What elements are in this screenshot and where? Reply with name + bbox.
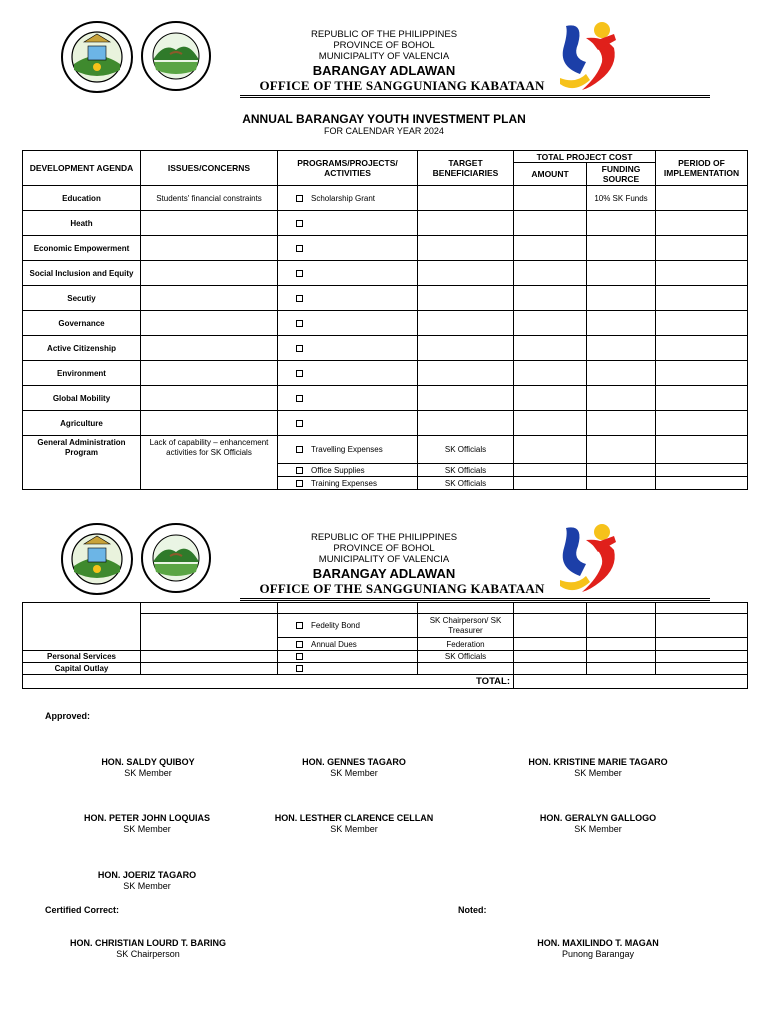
checkbox-icon [296,245,303,252]
agenda-personal-services: Personal Services [23,651,141,663]
total-row [23,675,748,689]
youth-investment-table-continued [22,602,748,689]
table-row [23,311,748,336]
total-value [514,675,748,689]
header-province: PROVINCE OF BOHOL [333,40,435,51]
program-training: Training Expenses [311,478,377,488]
program-fidelity: Fedelity Bond [311,621,360,630]
signatory-name: HON. KRISTINE MARIE TAGARO [528,757,668,767]
agenda-gap-l2: Program [65,448,98,457]
issue-gap-l2: activities for SK Officials [166,448,252,457]
table-row [23,286,748,311]
col-agenda-header: DEVELOPMENT AGENDA [23,151,141,186]
table-row [23,603,748,614]
header-republic: REPUBLIC OF THE PHILIPPINES [310,532,458,543]
header-rule [240,598,710,601]
col-target-l1: TARGET [448,158,483,168]
signatory-name: HON. GENNES TAGARO [302,757,406,767]
checkbox-icon [296,320,303,327]
target-dues: Federation [418,638,514,651]
program-dues: Annual Dues [311,639,357,649]
table-row [23,411,748,436]
signatory-role: SK Member [123,881,171,891]
target-fidelity [418,614,514,638]
document-title: ANNUAL BARANGAY YOUTH INVESTMENT PLAN [242,112,526,126]
agenda-citizenship: Active Citizenship [23,336,141,361]
target-fidelity-l2: Treasurer [448,625,483,635]
table-row [23,186,748,211]
signatory-name: HON. SALDY QUIBOY [101,757,195,767]
program-office-supplies: Office Supplies [311,465,365,475]
agenda-capital-outlay: Capital Outlay [23,663,141,675]
agenda-environment: Environment [23,361,141,386]
signatory-role: SK Member [574,824,622,834]
agenda-education: Education [23,186,141,211]
table-row [23,663,748,675]
table-row [23,236,748,261]
signatory-name: HON. JOERIZ TAGARO [97,870,197,880]
header-office: OFFICE OF THE SANGGUNIANG KABATAAN [259,581,545,596]
checkbox-icon [296,295,303,302]
target-office-supplies: SK Officials [418,464,514,477]
col-funding-l1: FUNDING [601,164,641,174]
checkbox-icon [296,622,303,629]
header-rule [240,95,710,98]
signatory-role: SK Member [574,768,622,778]
signatory-role: SK Member [330,824,378,834]
checkbox-icon [296,220,303,227]
signatory-role: SK Member [330,768,378,778]
agenda-governance: Governance [23,311,141,336]
target-travelling: SK Officials [418,436,514,464]
issue-gap-l1: Lack of capability – enhancement [149,438,269,447]
certified-label: Certified Correct: [45,905,120,915]
program-cell [278,186,418,211]
col-target-l2: BENEFICIARIES [432,168,499,178]
table-row [23,436,748,464]
funding-education: 10% SK Funds [587,186,656,211]
checkbox-icon [296,480,303,487]
checkbox-icon [296,446,303,453]
checkbox-icon [296,370,303,377]
table-row [23,261,748,286]
signatory-name: HON. CHRISTIAN LOURD T. BARING [70,938,226,948]
agenda-social: Social Inclusion and Equity [23,261,141,286]
table-header-row [23,151,748,163]
checkbox-icon [296,345,303,352]
col-issues-header: ISSUES/CONCERNS [141,151,278,186]
col-programs-l1: PROGRAMS/PROJECTS/ [297,158,398,168]
checkbox-icon [296,665,303,672]
col-funding-l2: SOURCE [602,174,640,184]
signatory-name: HON. GERALYN GALLOGO [539,813,657,823]
col-period-l1: PERIOD OF [678,158,725,168]
table-row [23,336,748,361]
agenda-gap-l1: General Administration [37,438,126,447]
col-period-l2: IMPLEMENTATION [663,168,740,178]
table-row [23,211,748,236]
table-row [23,361,748,386]
signatory-role: SK Chairperson [116,949,180,959]
agenda-security: Secutiy [23,286,141,311]
checkbox-icon [296,420,303,427]
checkbox-icon [296,467,303,474]
agenda-agriculture: Agriculture [23,411,141,436]
header-barangay: BARANGAY ADLAWAN [312,63,456,78]
checkbox-icon [296,641,303,648]
youth-investment-table [22,150,748,490]
signatory-name: HON. PETER JOHN LOQUIAS [83,813,210,823]
checkbox-icon [296,395,303,402]
target-training: SK Officials [418,477,514,490]
signatory-role: Punong Barangay [561,949,635,959]
header-municipality: MUNICIPALITY OF VALENCIA [318,554,450,565]
header-barangay: BARANGAY ADLAWAN [312,566,456,581]
checkbox-icon [296,195,303,202]
agenda-gap [23,436,141,490]
document-subtitle: FOR CALENDAR YEAR 2024 [324,126,444,136]
signatory-role: SK Member [124,768,172,778]
col-totalcost-header: TOTAL PROJECT COST [514,151,656,163]
signatory-role: SK Member [123,824,171,834]
header-province: PROVINCE OF BOHOL [333,543,435,554]
header-municipality: MUNICIPALITY OF VALENCIA [318,51,450,62]
table-row [23,651,748,663]
col-period-header [656,151,748,186]
header-office: OFFICE OF THE SANGGUNIANG KABATAAN [259,78,545,93]
signatory-name: HON. MAXILINDO T. MAGAN [537,938,659,948]
checkbox-icon [296,270,303,277]
col-programs-header [278,151,418,186]
col-target-header [418,151,514,186]
target-fidelity-l1: SK Chairperson/ SK [429,615,502,625]
agenda-mobility: Global Mobility [23,386,141,411]
col-funding-header [587,163,656,186]
noted-label: Noted: [458,905,487,915]
target-personal: SK Officials [418,651,514,663]
approved-label: Approved: [45,711,90,721]
total-label: TOTAL: [23,675,514,689]
agenda-health: Heath [23,211,141,236]
program-travelling: Travelling Expenses [311,445,383,454]
table-row [23,386,748,411]
agenda-economic: Economic Empowerment [23,236,141,261]
header-republic: REPUBLIC OF THE PHILIPPINES [310,29,458,40]
issue-gap [141,436,278,490]
signatory-name: HON. LESTHER CLARENCE CELLAN [274,813,434,823]
program-scholarship: Scholarship Grant [311,193,376,203]
checkbox-icon [296,653,303,660]
col-amount-header: AMOUNT [514,163,587,186]
issue-education: Students' financial constraints [141,186,278,211]
col-programs-l2: ACTIVITIES [324,168,371,178]
